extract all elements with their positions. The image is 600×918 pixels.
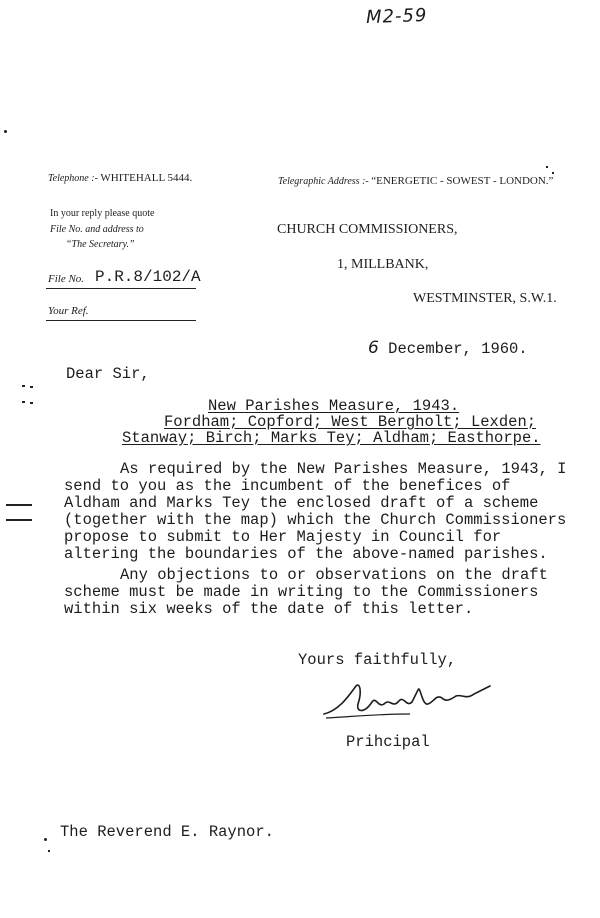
margin-dot — [30, 402, 33, 404]
your-ref-label: Your Ref. — [48, 305, 89, 317]
paragraph-1-line: propose to submit to Her Majesty in Council for — [64, 528, 502, 546]
margin-dot — [48, 850, 50, 852]
margin-dot — [22, 401, 25, 403]
signature-underline — [326, 714, 410, 718]
body-paragraph-2 — [64, 567, 548, 618]
paragraph-2-line: Any objections to or observations on the draft — [120, 566, 548, 584]
subject-line-1: New Parishes Measure, 1943. — [208, 397, 460, 415]
closing: Yours faithfully, — [298, 651, 457, 669]
recipient: The Reverend E. Raynor. — [60, 823, 274, 841]
hole-punch-mark — [6, 504, 32, 506]
paragraph-2-line: scheme must be made in writing to the Commissioners — [64, 583, 539, 601]
paragraph-1-line: As required by the New Parishes Measure, 1943, I — [120, 460, 567, 478]
signatory-title: Prihcipal — [346, 733, 430, 751]
date-month-year: December, 1960. — [388, 340, 528, 358]
paragraph-2-line: within six weeks of the date of this letter. — [64, 600, 474, 618]
telephone-line — [48, 172, 192, 184]
margin-dot — [552, 172, 554, 174]
signature-stroke — [324, 685, 490, 714]
paragraph-1-line: send to you as the incumbent of the benefices of — [64, 477, 511, 495]
margin-dot — [30, 386, 33, 388]
telephone-value: WHITEHALL 5444. — [100, 172, 193, 184]
margin-dot — [44, 838, 47, 841]
address-line-2: WESTMINSTER, S.W.1. — [413, 291, 557, 306]
organization-name: CHURCH COMMISSIONERS, — [277, 222, 458, 237]
margin-dot — [22, 385, 25, 387]
subject-line-3: Stanway; Birch; Marks Tey; Aldham; Easthorpe. — [122, 429, 541, 447]
file-number-label: File No. — [48, 273, 85, 285]
hole-punch-mark — [6, 519, 32, 521]
file-number-rule — [46, 288, 196, 289]
signature — [320, 680, 500, 722]
telegraphic-address — [278, 175, 553, 187]
date-day-handwritten: 6 — [368, 338, 379, 358]
telegraphic-value: “ENERGETIC - SOWEST - LONDON.” — [371, 175, 554, 187]
body-paragraph-1 — [64, 461, 566, 563]
paragraph-1-line: Aldham and Marks Tey the enclosed draft of a scheme — [64, 494, 539, 512]
reply-instruction-3: “The Secretary.” — [66, 239, 135, 250]
margin-dot — [4, 130, 7, 133]
your-ref-rule — [46, 320, 196, 321]
reply-instruction-1: In your reply please quote — [50, 208, 155, 219]
margin-dot — [546, 166, 548, 168]
paragraph-1-line: altering the boundaries of the above-named parishes. — [64, 545, 548, 563]
salutation: Dear Sir, — [66, 365, 150, 383]
telephone-label: Telephone :- — [48, 173, 98, 184]
reply-instruction-2: File No. and address to — [50, 224, 144, 235]
archive-reference: M2-59 — [365, 4, 428, 29]
letter-date — [368, 340, 528, 358]
paragraph-1-line: (together with the map) which the Church Commissioners — [64, 511, 567, 529]
file-number-value: P.R.8/102/A — [95, 268, 201, 286]
telegraphic-label: Telegraphic Address :- — [278, 176, 369, 187]
subject-line-2: Fordham; Copford; West Bergholt; Lexden; — [164, 413, 537, 431]
address-line-1: 1, MILLBANK, — [337, 257, 429, 272]
